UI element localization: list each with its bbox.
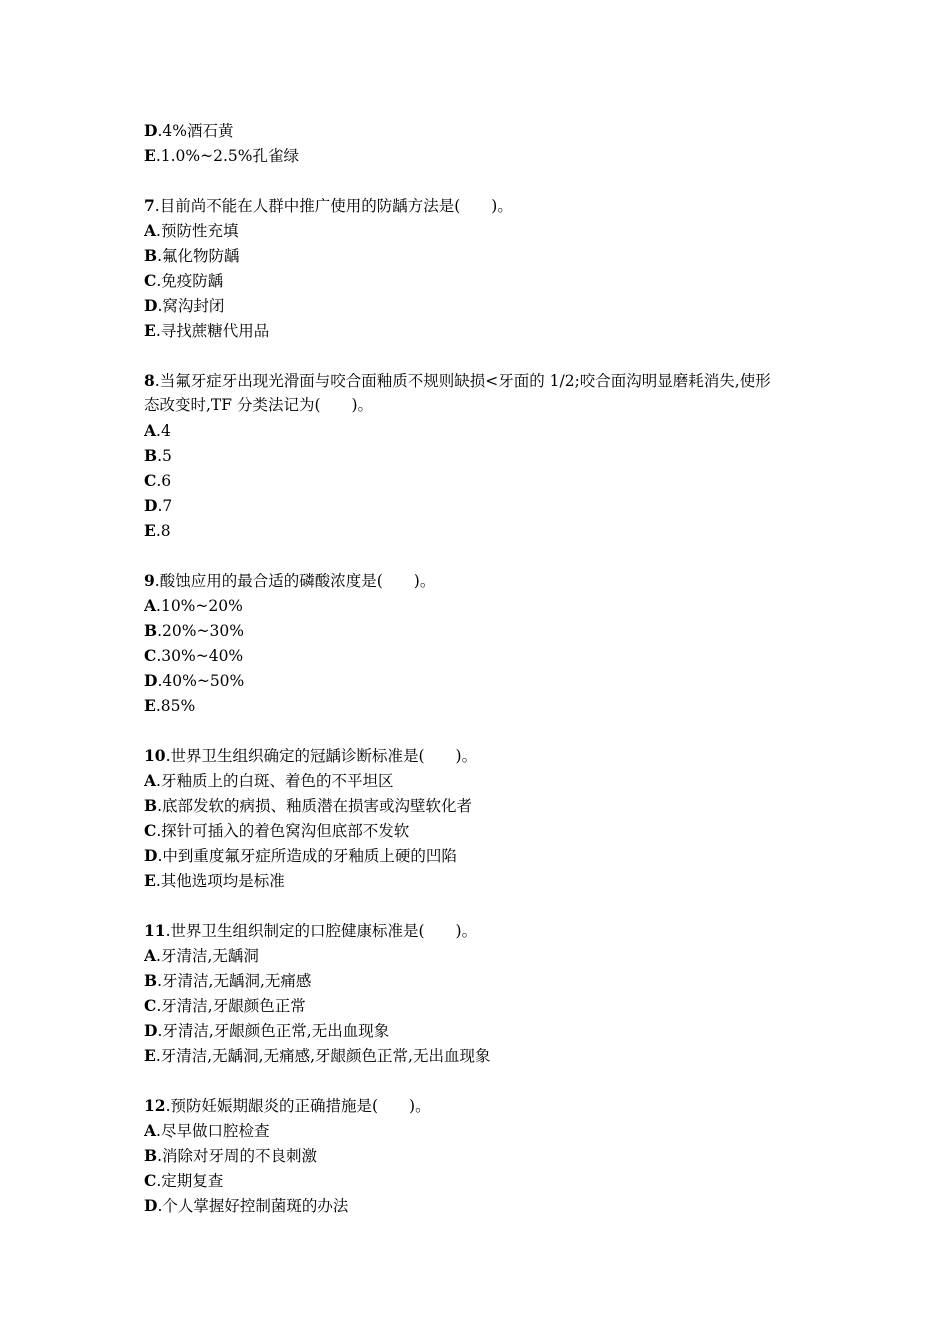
option-line [144, 818, 824, 843]
option-line [144, 693, 824, 718]
option-letter: E [144, 871, 156, 890]
option-text: .尽早做口腔检查 [156, 1122, 270, 1140]
stem-text: .世界卫生组织制定的口腔健康标准是( )。 [165, 922, 478, 940]
option-text: .窝沟封闭 [157, 297, 225, 315]
stem-text: 态改变时,TF 分类法记为( )。 [144, 396, 374, 414]
option-text: .氟化物防龋 [157, 247, 240, 265]
option-line [144, 118, 824, 143]
option-line [144, 843, 824, 868]
question-number: 8 [144, 371, 155, 390]
option-text: .4 [156, 422, 171, 440]
option-letter: D [144, 121, 158, 140]
stem-text: .预防妊娠期龈炎的正确措施是( )。 [165, 1097, 431, 1115]
option-letter: B [144, 246, 158, 265]
question-8 [144, 368, 824, 543]
option-line [144, 318, 824, 343]
option-line [144, 218, 824, 243]
option-text: .预防性充填 [156, 222, 239, 240]
question-stem [144, 568, 824, 593]
option-letter: B [144, 1146, 158, 1165]
option-letter: E [144, 696, 156, 715]
option-line [144, 593, 824, 618]
option-text: .8 [155, 522, 171, 540]
option-letter: C [144, 996, 157, 1015]
option-letter: A [144, 596, 157, 615]
option-text: .定期复查 [156, 1172, 224, 1190]
question-9 [144, 568, 824, 718]
option-text: .牙清洁,牙龈颜色正常 [156, 997, 306, 1015]
question-stem [144, 1093, 824, 1118]
question-stem [144, 193, 824, 218]
option-letter: C [144, 471, 157, 490]
option-letter: C [144, 646, 157, 665]
option-text: .6 [156, 472, 172, 490]
option-letter: A [144, 221, 157, 240]
option-letter: D [144, 296, 158, 315]
option-line [144, 643, 824, 668]
question-11 [144, 918, 824, 1068]
option-text: .个人掌握好控制菌斑的办法 [157, 1197, 349, 1215]
option-letter: C [144, 271, 157, 290]
option-line [144, 418, 824, 443]
option-line [144, 1043, 824, 1068]
question-stem-continued [144, 393, 824, 418]
option-line [144, 293, 824, 318]
option-text: .30%~40% [156, 647, 244, 665]
option-text: .1.0%~2.5%孔雀绿 [155, 147, 299, 165]
option-text: .探针可插入的着色窝沟但底部不发软 [156, 822, 410, 840]
document-page [144, 118, 824, 1243]
option-line [144, 468, 824, 493]
option-letter: D [144, 671, 158, 690]
option-letter: B [144, 621, 158, 640]
option-letter: B [144, 971, 158, 990]
option-text: .免疫防龋 [156, 272, 224, 290]
option-letter: A [144, 946, 157, 965]
question-stem [144, 918, 824, 943]
option-line [144, 1168, 824, 1193]
question-number: 12 [144, 1096, 166, 1115]
option-letter: D [144, 1196, 158, 1215]
option-text: .牙清洁,无龋洞,无痛感,牙龈颜色正常,无出血现象 [155, 1047, 491, 1065]
option-letter: B [144, 796, 158, 815]
question-stem [144, 743, 824, 768]
option-line [144, 1018, 824, 1043]
question-10 [144, 743, 824, 893]
option-text: .10%~20% [156, 597, 243, 615]
option-line [144, 668, 824, 693]
option-line [144, 1193, 824, 1218]
option-text: .牙清洁,无龋洞,无痛感 [157, 972, 312, 990]
option-line [144, 268, 824, 293]
option-line [144, 793, 824, 818]
option-text: .牙清洁,无龋洞 [156, 947, 259, 965]
stem-text: .酸蚀应用的最合适的磷酸浓度是( )。 [154, 572, 436, 590]
option-line [144, 768, 824, 793]
option-line [144, 493, 824, 518]
question-number: 9 [144, 571, 155, 590]
option-text: .5 [157, 447, 172, 465]
stem-text: .世界卫生组织确定的冠龋诊断标准是( )。 [165, 747, 478, 765]
option-text: .寻找蔗糖代用品 [155, 322, 270, 340]
option-text: .其他选项均是标准 [155, 872, 285, 890]
option-text: .40%~50% [157, 672, 245, 690]
option-text: .7 [157, 497, 173, 515]
option-letter: A [144, 421, 157, 440]
option-letter: E [144, 146, 156, 165]
question-number: 7 [144, 196, 155, 215]
option-letter: E [144, 321, 156, 340]
option-text: .中到重度氟牙症所造成的牙釉质上硬的凹陷 [157, 847, 457, 865]
option-text: .4%酒石黄 [157, 122, 234, 140]
option-line [144, 993, 824, 1018]
option-letter: D [144, 1021, 158, 1040]
option-letter: C [144, 821, 157, 840]
question-number: 10 [144, 746, 166, 765]
question-number: 11 [144, 921, 166, 940]
option-line [144, 1118, 824, 1143]
option-text: .85% [155, 697, 196, 715]
option-line [144, 243, 824, 268]
option-line [144, 518, 824, 543]
option-letter: A [144, 1121, 157, 1140]
option-line [144, 968, 824, 993]
option-letter: B [144, 446, 158, 465]
option-letter: E [144, 1046, 156, 1065]
option-line [144, 618, 824, 643]
option-letter: C [144, 1171, 157, 1190]
option-text: .底部发软的病损、釉质潜在损害或沟壁软化者 [157, 797, 473, 815]
question-7 [144, 193, 824, 343]
option-text: .牙釉质上的白斑、着色的不平坦区 [156, 772, 394, 790]
stem-text: .目前尚不能在人群中推广使用的防龋方法是( )。 [154, 197, 513, 215]
option-letter: D [144, 846, 158, 865]
option-line [144, 443, 824, 468]
option-letter: D [144, 496, 158, 515]
option-text: .牙清洁,牙龈颜色正常,无出血现象 [157, 1022, 390, 1040]
question-stem [144, 368, 824, 393]
stem-text: .当氟牙症牙出现光滑面与咬合面釉质不规则缺损<牙面的 1/2;咬合面沟明显磨耗消失,使形 [154, 372, 771, 390]
option-line [144, 143, 824, 168]
option-letter: E [144, 521, 156, 540]
option-letter: A [144, 771, 157, 790]
option-line [144, 868, 824, 893]
question-12 [144, 1093, 824, 1218]
option-text: .消除对牙周的不良刺激 [157, 1147, 318, 1165]
option-text: .20%~30% [157, 622, 244, 640]
leading-options [144, 118, 824, 168]
option-line [144, 1143, 824, 1168]
option-line [144, 943, 824, 968]
